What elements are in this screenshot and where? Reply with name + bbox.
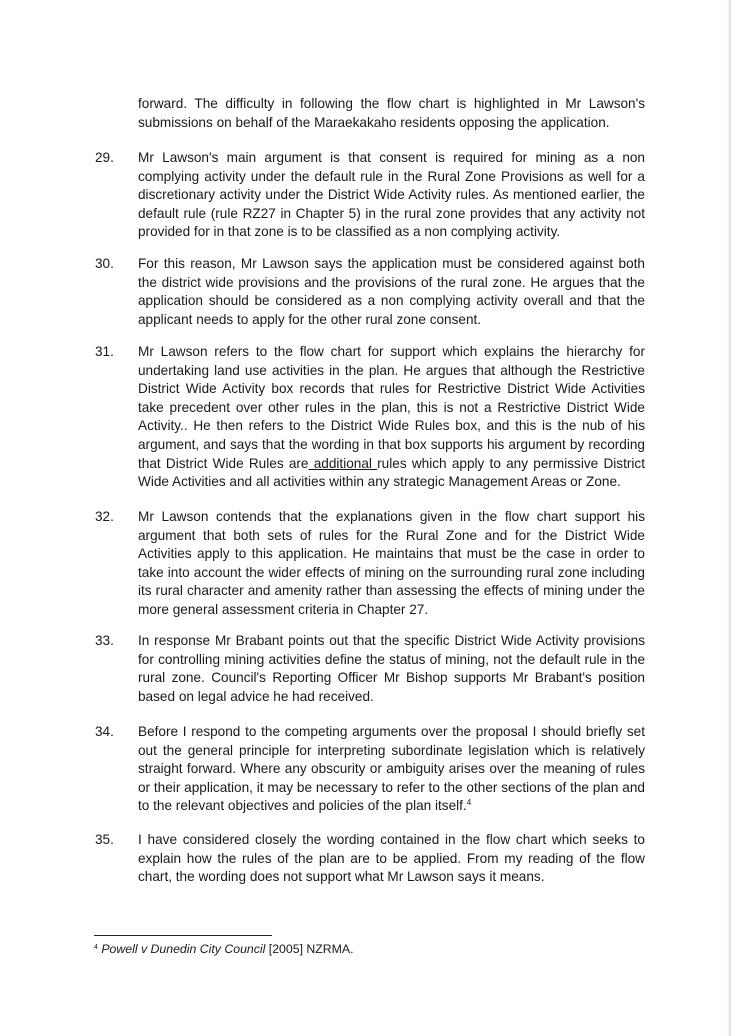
paragraph-31-text-before: Mr Lawson refers to the flow chart for support which explains the hierarchy for undertaking land use activities in the plan. He argues that although the Restrictive District Wide Activity box records that rules for Restrictive District Wide Activities take precedent over other rules in the plan, this is not a Restrictive District Wide Activity.. He then refers to the District Wide Rules box, and this is the nub of his argument, and says that the wording in that box supports his argument by recording that District Wide Rules are (138, 344, 645, 471)
paragraph-32: Mr Lawson contends that the explanations given in the flow chart support his argument that both sets of rules for the Rural Zone and for the District Wide Activities apply to this application. He maintains that must be the case in order to take into account the wider effects of mining on the surrounding rural zone including its rural character and amenity rather than assessing the effects of mining under the more general assessment criteria in Chapter 27. (138, 509, 645, 617)
paragraph-35: I have considered closely the wording contained in the flow chart which seeks to explain how the rules of the plan are to be applied. From my reading of the flow chart, the wording does not support what Mr Lawson says it means. (138, 832, 645, 885)
paragraph-number-29: 29. (95, 150, 114, 165)
paragraph-34 (138, 723, 645, 816)
paragraph-31 (138, 343, 645, 492)
paragraph-31-underlined-word: additional (308, 455, 378, 471)
footnote-separator (94, 935, 272, 936)
footnote-marker: 4 (94, 944, 98, 951)
paragraph-34-text: Before I respond to the competing arguments over the proposal I should briefly set out the general principle for interpreting subordinate legislation which is relatively straight forward. Where any obscurity or ambiguity arises over the meaning of rules or their application, it may be necessary to refer to the other sections of the plan and to the relevant objectives and policies of the plan itself. (138, 724, 645, 814)
paragraph-number-31: 31. (95, 344, 114, 359)
paragraph-29: Mr Lawson's main argument is that consent is required for mining as a non complying activity under the default rule in the Rural Zone Provisions as well for a discretionary activity under the District Wide Activity rules. As mentioned earlier, the default rule (rule RZ27 in Chapter 5) in the rural zone provides that any activity not provided for in that zone is to be classified as a non complying activity. (138, 150, 645, 240)
paragraph-number-30: 30. (95, 256, 114, 271)
paragraph-31-text-after: rules which apply to any permissive District Wide Activities and all activities within any strategic Management Areas or Zone. (138, 455, 645, 490)
continued-paragraph: forward. The difficulty in following the flow chart is highlighted in Mr Lawson's submissions on behalf of the Maraekakaho residents opposing the application. (138, 96, 645, 130)
paragraph-number-33: 33. (95, 633, 114, 648)
footnote-case-name: Powell v Dunedin City Council (101, 942, 266, 956)
footnote (94, 941, 354, 957)
paragraph-number-34: 34. (95, 724, 114, 739)
paragraph-30: For this reason, Mr Lawson says the application must be considered against both the district wide provisions and the provisions of the rural zone. He argues that the application should be considered as a non complying activity overall and that the applicant needs to apply for the other rural zone consent. (138, 256, 645, 327)
footnote-citation: [2005] NZRMA. (265, 942, 354, 956)
scan-edge-shadow (727, 0, 731, 1036)
paragraph-33: In response Mr Brabant points out that the specific District Wide Activity provisions for controlling mining activities define the status of mining, not the default rule in the rural zone. Council's Reporting Officer Mr Bishop supports Mr Brabant's position based on legal advice he had received. (138, 633, 645, 704)
paragraph-number-32: 32. (95, 509, 114, 524)
paragraph-number-35: 35. (95, 832, 114, 847)
footnote-reference: 4 (466, 798, 472, 808)
